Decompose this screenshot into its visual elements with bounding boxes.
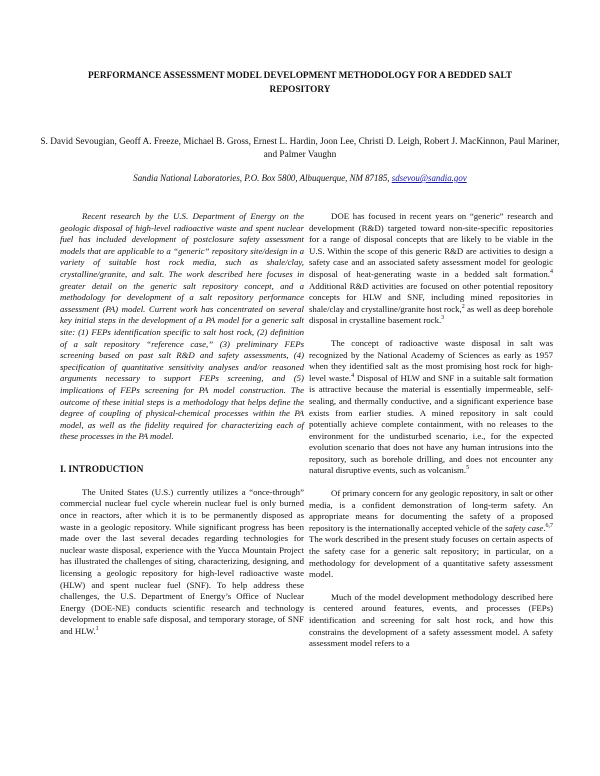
reference-marker: 4 bbox=[550, 269, 553, 276]
author-list: S. David Sevougian, Geoff A. Freeze, Michael B. Gross, Ernest L. Hardin, Joon Lee, Christi D. Leigh, Robert J. MacKinnon, Paul Mariner, and Palmer Vaughn bbox=[40, 137, 560, 160]
body-text: Of primary concern for any geologic repository, in salt or other media, is a confident demonstration of long-term safety. An appropriate means for documenting the safety of a proposed repository is the internationally accepted vehicle of the bbox=[309, 488, 553, 533]
reference-marker: 5 bbox=[466, 465, 470, 472]
reference-marker: 3 bbox=[441, 315, 445, 322]
affiliation-line bbox=[40, 172, 560, 184]
intro-paragraph-1 bbox=[60, 487, 304, 638]
body-text: DOE has focused in recent years on “generic” research and development (R&D) targeted toward non-site-specific repositories for a range of disposal concepts that are likely to be viable in the U.S. Within the scope of this generic R&D are activities to design a safety case and an associated safety assessment model for geologic disposal of heat-generating waste in a bedded salt formation. bbox=[309, 211, 553, 279]
body-paragraph-salt-concept bbox=[309, 338, 553, 477]
reference-marker: 4 bbox=[351, 372, 355, 379]
body-paragraph-safety-case bbox=[309, 488, 553, 581]
section-heading-introduction: I. INTRODUCTION bbox=[60, 464, 144, 475]
reference-marker: 6,7 bbox=[545, 522, 554, 529]
reference-marker: 1 bbox=[95, 626, 99, 633]
author-email-link[interactable]: sdsevou@sandia.gov bbox=[391, 173, 467, 183]
right-column bbox=[309, 211, 553, 650]
body-paragraph-doe-focus bbox=[309, 211, 553, 327]
body-paragraph-methodology: Much of the model development methodology described here is centered around features, events, and processes (FEPs) identification and screening for salt host rock, and how this constrains the development of a safety assessment model. A safety assessment model refers to a bbox=[309, 591, 553, 649]
reference-marker: 2 bbox=[461, 303, 465, 310]
left-column bbox=[60, 211, 304, 638]
affiliation-text: Sandia National Laboratories, P.O. Box 5800, Albuquerque, NM 87185, bbox=[133, 173, 390, 183]
abstract-paragraph: Recent research by the U.S. Department of Energy on the geologic disposal of high-level radioactive waste and spent nuclear fuel has included development of postclosure safety assessment models that are applicable to a “generic” repository site/design in a variety of suitable host rock media, such as shale/clay, crystalline/granite, and salt. The work described here focuses in greater detail on the generic salt repository concept, and a methodology for development of a salt repository performance assessment (PA) model. Current work has concentrated on several key initial steps in the development of a PA model for a generic salt site: (1) FEPs identification specific to salt host rock, (2) definition of a salt repository “reference case,” (3) preliminary FEPs screening based on past salt R&D and safety assessments, (4) specification of quantitative sensitivity analyses and/or reasoned arguments necessary to support FEPs screening, and (5) implications of FEPs screening for PA model construction. The outcome of these initial steps is a methodology that helps define the degree of coupling of physical-chemical processes within the PA model, as well as the fidelity required for characterizing each of these processes in the PA model. bbox=[60, 211, 304, 442]
intro-p1-text: The United States (U.S.) currently utilizes a “once-through” commercial nuclear fuel cycle wherein nuclear fuel is only burned once in reactors, after which it is to be permanently disposed as waste in a geologic repository. While significant progress has been made over the last several decades regarding technologies for nuclear waste disposal, experience with the Yucca Mountain Project has illustrated the challenges of siting, characterizing, designing, and licensing a geologic repository for high-level radioactive waste (HLW) and spent nuclear fuel (SNF). To help address these challenges, the U.S. Department of Energy’s Office of Nuclear Energy (DOE-NE) conducts scientific research and technology development to enable safe disposal, and temporary storage, of SNF and HLW. bbox=[60, 486, 304, 636]
body-text: The work described in the present study focuses on certain aspects of the safety case for a generic salt repository; in particular, on a methodology for development of a quantitative safety assessment model. bbox=[309, 534, 553, 580]
italic-term: safety case bbox=[504, 522, 544, 533]
paper-title: PERFORMANCE ASSESSMENT MODEL DEVELOPMENT METHODOLOGY FOR A BEDDED SALT REPOSITORY bbox=[87, 71, 513, 95]
body-text: as well as deep borehole disposal in crystalline basement rock. bbox=[309, 303, 553, 326]
body-text: The concept of radioactive waste disposal in salt was recognized by the National Academy of Sciences as early as 1957 when they identified salt as the most promising host rock for high-level waste. bbox=[309, 337, 553, 383]
body-text: . bbox=[543, 522, 546, 533]
body-text: Disposal of HLW and SNF in a suitable salt formation is attractive because the material is essentially impermeable, self-sealing, and thermally conductive, and a significant experience base exists from earlier studies. A mined repository in salt could potentially achieve complete containment, with no releases to the environment for the undisturbed scenario, i.e., for the expected evolution scenario that does not have any human intrusions into the repository, such as borehole drilling, and does not encounter any natural disruptive events, such as volcanism. bbox=[309, 372, 554, 476]
body-text: Additional R&D activities are focused on other potential repository concepts for HLW and SNF, including mined repositories in shale/clay and crystalline/granite host rock, bbox=[309, 280, 553, 314]
